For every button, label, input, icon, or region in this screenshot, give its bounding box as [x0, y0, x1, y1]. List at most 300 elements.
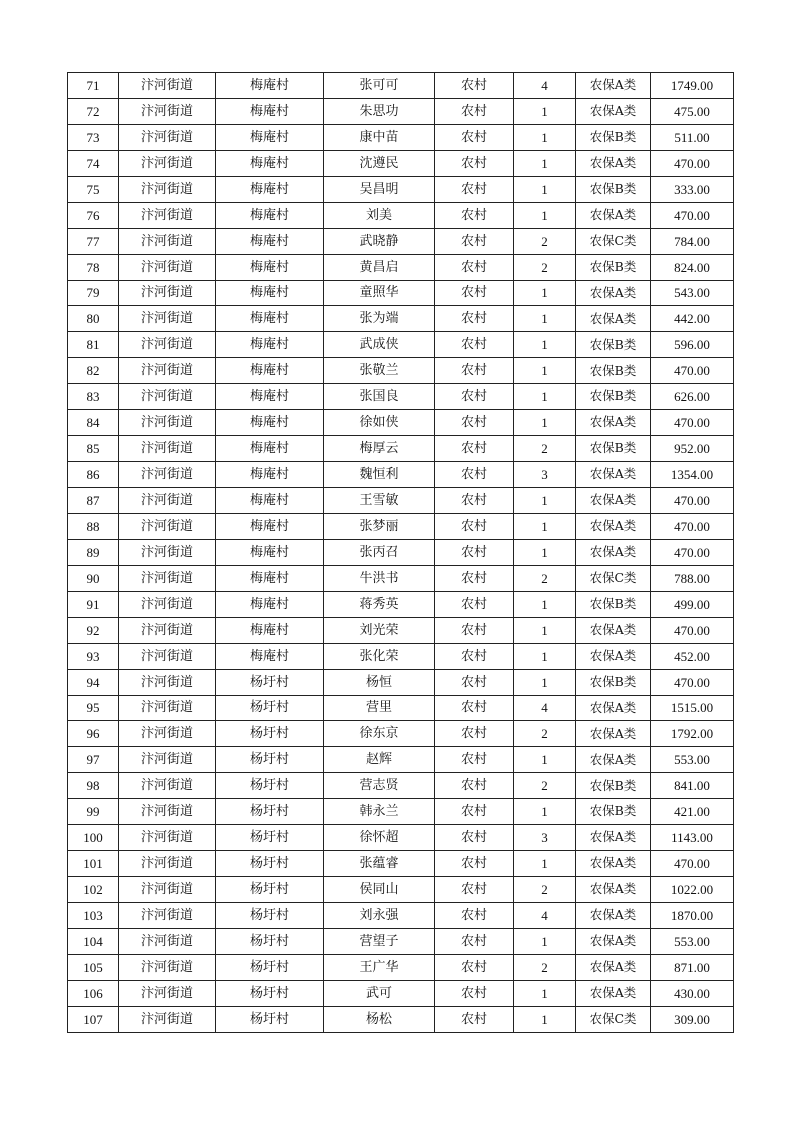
data-table: [67, 72, 734, 1033]
area-type-cell: 农村: [435, 124, 514, 150]
category-cell: 农保A类: [576, 280, 651, 306]
row-number-cell: 101: [68, 851, 119, 877]
subdistrict-cell: 汴河街道: [119, 488, 216, 514]
area-type-cell: 农村: [435, 565, 514, 591]
category-cell: 农保A类: [576, 617, 651, 643]
category-cell: 农保A类: [576, 877, 651, 903]
area-type-cell: 农村: [435, 928, 514, 954]
village-cell: 梅庵村: [216, 306, 324, 332]
household-size-cell: 1: [514, 202, 576, 228]
subdistrict-cell: 汴河街道: [119, 591, 216, 617]
area-type-cell: 农村: [435, 903, 514, 929]
area-type-cell: 农村: [435, 358, 514, 384]
table-row: [68, 877, 734, 903]
village-cell: 杨圩村: [216, 980, 324, 1006]
amount-cell: 1870.00: [651, 903, 734, 929]
subdistrict-cell: 汴河街道: [119, 176, 216, 202]
village-cell: 杨圩村: [216, 928, 324, 954]
subdistrict-cell: 汴河街道: [119, 851, 216, 877]
amount-cell: 1749.00: [651, 73, 734, 99]
amount-cell: 421.00: [651, 799, 734, 825]
table-row: [68, 410, 734, 436]
area-type-cell: 农村: [435, 799, 514, 825]
amount-cell: 596.00: [651, 332, 734, 358]
name-cell: 杨松: [324, 1006, 435, 1032]
village-cell: 杨圩村: [216, 695, 324, 721]
name-cell: 黄昌启: [324, 254, 435, 280]
name-cell: 武可: [324, 980, 435, 1006]
village-cell: 梅庵村: [216, 202, 324, 228]
row-number-cell: 103: [68, 903, 119, 929]
row-number-cell: 85: [68, 436, 119, 462]
area-type-cell: 农村: [435, 851, 514, 877]
row-number-cell: 73: [68, 124, 119, 150]
table-row: [68, 436, 734, 462]
amount-cell: 470.00: [651, 488, 734, 514]
area-type-cell: 农村: [435, 384, 514, 410]
category-cell: 农保A类: [576, 98, 651, 124]
subdistrict-cell: 汴河街道: [119, 306, 216, 332]
household-size-cell: 1: [514, 617, 576, 643]
area-type-cell: 农村: [435, 591, 514, 617]
category-cell: 农保A类: [576, 980, 651, 1006]
category-cell: 农保A类: [576, 539, 651, 565]
row-number-cell: 86: [68, 462, 119, 488]
household-size-cell: 1: [514, 980, 576, 1006]
name-cell: 张可可: [324, 73, 435, 99]
household-size-cell: 2: [514, 877, 576, 903]
amount-cell: 442.00: [651, 306, 734, 332]
amount-cell: 1354.00: [651, 462, 734, 488]
table-row: [68, 254, 734, 280]
table-row: [68, 954, 734, 980]
name-cell: 刘美: [324, 202, 435, 228]
amount-cell: 626.00: [651, 384, 734, 410]
area-type-cell: 农村: [435, 306, 514, 332]
table-row: [68, 150, 734, 176]
table-row: [68, 332, 734, 358]
village-cell: 梅庵村: [216, 565, 324, 591]
table-row: [68, 565, 734, 591]
subdistrict-cell: 汴河街道: [119, 384, 216, 410]
category-cell: 农保C类: [576, 565, 651, 591]
name-cell: 赵辉: [324, 747, 435, 773]
amount-cell: 470.00: [651, 202, 734, 228]
village-cell: 杨圩村: [216, 721, 324, 747]
category-cell: 农保B类: [576, 436, 651, 462]
category-cell: 农保B类: [576, 773, 651, 799]
subdistrict-cell: 汴河街道: [119, 73, 216, 99]
household-size-cell: 2: [514, 228, 576, 254]
amount-cell: 470.00: [651, 513, 734, 539]
name-cell: 徐东京: [324, 721, 435, 747]
table-row: [68, 669, 734, 695]
table-row: [68, 747, 734, 773]
subdistrict-cell: 汴河街道: [119, 462, 216, 488]
household-size-cell: 2: [514, 773, 576, 799]
household-size-cell: 1: [514, 747, 576, 773]
amount-cell: 452.00: [651, 643, 734, 669]
household-size-cell: 1: [514, 488, 576, 514]
amount-cell: 470.00: [651, 539, 734, 565]
subdistrict-cell: 汴河街道: [119, 954, 216, 980]
table-row: [68, 825, 734, 851]
village-cell: 杨圩村: [216, 825, 324, 851]
row-number-cell: 79: [68, 280, 119, 306]
table-row: [68, 384, 734, 410]
table-row: [68, 513, 734, 539]
category-cell: 农保A类: [576, 747, 651, 773]
name-cell: 张梦丽: [324, 513, 435, 539]
category-cell: 农保A类: [576, 825, 651, 851]
amount-cell: 1143.00: [651, 825, 734, 851]
table-row: [68, 643, 734, 669]
amount-cell: 841.00: [651, 773, 734, 799]
row-number-cell: 100: [68, 825, 119, 851]
table-row: [68, 695, 734, 721]
amount-cell: 871.00: [651, 954, 734, 980]
subdistrict-cell: 汴河街道: [119, 695, 216, 721]
row-number-cell: 94: [68, 669, 119, 695]
village-cell: 杨圩村: [216, 903, 324, 929]
row-number-cell: 99: [68, 799, 119, 825]
category-cell: 农保A类: [576, 954, 651, 980]
village-cell: 梅庵村: [216, 410, 324, 436]
amount-cell: 788.00: [651, 565, 734, 591]
village-cell: 梅庵村: [216, 150, 324, 176]
category-cell: 农保A类: [576, 928, 651, 954]
subdistrict-cell: 汴河街道: [119, 643, 216, 669]
subdistrict-cell: 汴河街道: [119, 877, 216, 903]
area-type-cell: 农村: [435, 954, 514, 980]
subdistrict-cell: 汴河街道: [119, 617, 216, 643]
name-cell: 张化荣: [324, 643, 435, 669]
amount-cell: 553.00: [651, 928, 734, 954]
village-cell: 梅庵村: [216, 384, 324, 410]
village-cell: 梅庵村: [216, 254, 324, 280]
subdistrict-cell: 汴河街道: [119, 747, 216, 773]
area-type-cell: 农村: [435, 202, 514, 228]
household-size-cell: 1: [514, 928, 576, 954]
subdistrict-cell: 汴河街道: [119, 280, 216, 306]
category-cell: 农保A类: [576, 462, 651, 488]
row-number-cell: 107: [68, 1006, 119, 1032]
subdistrict-cell: 汴河街道: [119, 202, 216, 228]
category-cell: 农保A类: [576, 150, 651, 176]
area-type-cell: 农村: [435, 1006, 514, 1032]
household-size-cell: 2: [514, 565, 576, 591]
name-cell: 康中苗: [324, 124, 435, 150]
amount-cell: 784.00: [651, 228, 734, 254]
name-cell: 张丙召: [324, 539, 435, 565]
table-row: [68, 539, 734, 565]
amount-cell: 333.00: [651, 176, 734, 202]
area-type-cell: 农村: [435, 617, 514, 643]
name-cell: 沈遵民: [324, 150, 435, 176]
name-cell: 武晓静: [324, 228, 435, 254]
household-size-cell: 1: [514, 332, 576, 358]
category-cell: 农保B类: [576, 669, 651, 695]
amount-cell: 1792.00: [651, 721, 734, 747]
subdistrict-cell: 汴河街道: [119, 980, 216, 1006]
row-number-cell: 97: [68, 747, 119, 773]
row-number-cell: 95: [68, 695, 119, 721]
row-number-cell: 83: [68, 384, 119, 410]
name-cell: 王广华: [324, 954, 435, 980]
subdistrict-cell: 汴河街道: [119, 332, 216, 358]
row-number-cell: 96: [68, 721, 119, 747]
subdistrict-cell: 汴河街道: [119, 254, 216, 280]
household-size-cell: 2: [514, 436, 576, 462]
village-cell: 梅庵村: [216, 358, 324, 384]
category-cell: 农保A类: [576, 513, 651, 539]
row-number-cell: 87: [68, 488, 119, 514]
name-cell: 徐如侠: [324, 410, 435, 436]
area-type-cell: 农村: [435, 176, 514, 202]
household-size-cell: 1: [514, 1006, 576, 1032]
row-number-cell: 104: [68, 928, 119, 954]
name-cell: 营里: [324, 695, 435, 721]
table-row: [68, 903, 734, 929]
category-cell: 农保A类: [576, 410, 651, 436]
amount-cell: 1022.00: [651, 877, 734, 903]
village-cell: 梅庵村: [216, 591, 324, 617]
area-type-cell: 农村: [435, 436, 514, 462]
amount-cell: 470.00: [651, 851, 734, 877]
household-size-cell: 1: [514, 150, 576, 176]
area-type-cell: 农村: [435, 73, 514, 99]
subdistrict-cell: 汴河街道: [119, 410, 216, 436]
household-size-cell: 1: [514, 799, 576, 825]
subdistrict-cell: 汴河街道: [119, 799, 216, 825]
village-cell: 杨圩村: [216, 1006, 324, 1032]
amount-cell: 309.00: [651, 1006, 734, 1032]
category-cell: 农保B类: [576, 358, 651, 384]
area-type-cell: 农村: [435, 773, 514, 799]
village-cell: 梅庵村: [216, 228, 324, 254]
table-row: [68, 280, 734, 306]
row-number-cell: 84: [68, 410, 119, 436]
row-number-cell: 74: [68, 150, 119, 176]
name-cell: 营望子: [324, 928, 435, 954]
household-size-cell: 1: [514, 513, 576, 539]
household-size-cell: 1: [514, 280, 576, 306]
household-size-cell: 3: [514, 825, 576, 851]
village-cell: 杨圩村: [216, 747, 324, 773]
name-cell: 张敬兰: [324, 358, 435, 384]
table-row: [68, 773, 734, 799]
household-size-cell: 1: [514, 591, 576, 617]
amount-cell: 553.00: [651, 747, 734, 773]
table-row: [68, 124, 734, 150]
amount-cell: 1515.00: [651, 695, 734, 721]
name-cell: 魏恒利: [324, 462, 435, 488]
household-size-cell: 1: [514, 410, 576, 436]
table-row: [68, 980, 734, 1006]
household-size-cell: 2: [514, 954, 576, 980]
area-type-cell: 农村: [435, 539, 514, 565]
area-type-cell: 农村: [435, 228, 514, 254]
subdistrict-cell: 汴河街道: [119, 825, 216, 851]
area-type-cell: 农村: [435, 980, 514, 1006]
row-number-cell: 77: [68, 228, 119, 254]
category-cell: 农保B类: [576, 799, 651, 825]
village-cell: 梅庵村: [216, 332, 324, 358]
row-number-cell: 93: [68, 643, 119, 669]
table-row: [68, 799, 734, 825]
area-type-cell: 农村: [435, 721, 514, 747]
area-type-cell: 农村: [435, 254, 514, 280]
name-cell: 梅厚云: [324, 436, 435, 462]
table-row: [68, 98, 734, 124]
household-size-cell: 2: [514, 721, 576, 747]
amount-cell: 543.00: [651, 280, 734, 306]
household-size-cell: 1: [514, 384, 576, 410]
subdistrict-cell: 汴河街道: [119, 228, 216, 254]
subdistrict-cell: 汴河街道: [119, 539, 216, 565]
area-type-cell: 农村: [435, 280, 514, 306]
table-row: [68, 488, 734, 514]
row-number-cell: 105: [68, 954, 119, 980]
area-type-cell: 农村: [435, 643, 514, 669]
row-number-cell: 88: [68, 513, 119, 539]
category-cell: 农保B类: [576, 124, 651, 150]
subdistrict-cell: 汴河街道: [119, 513, 216, 539]
category-cell: 农保A类: [576, 851, 651, 877]
household-size-cell: 1: [514, 98, 576, 124]
name-cell: 童照华: [324, 280, 435, 306]
area-type-cell: 农村: [435, 98, 514, 124]
amount-cell: 511.00: [651, 124, 734, 150]
name-cell: 刘永强: [324, 903, 435, 929]
area-type-cell: 农村: [435, 410, 514, 436]
amount-cell: 470.00: [651, 410, 734, 436]
name-cell: 张为端: [324, 306, 435, 332]
category-cell: 农保A类: [576, 721, 651, 747]
name-cell: 武成侠: [324, 332, 435, 358]
household-size-cell: 4: [514, 903, 576, 929]
category-cell: 农保A类: [576, 202, 651, 228]
row-number-cell: 92: [68, 617, 119, 643]
subdistrict-cell: 汴河街道: [119, 436, 216, 462]
table-row: [68, 591, 734, 617]
amount-cell: 824.00: [651, 254, 734, 280]
subdistrict-cell: 汴河街道: [119, 773, 216, 799]
area-type-cell: 农村: [435, 513, 514, 539]
village-cell: 梅庵村: [216, 436, 324, 462]
row-number-cell: 78: [68, 254, 119, 280]
row-number-cell: 72: [68, 98, 119, 124]
village-cell: 杨圩村: [216, 669, 324, 695]
table-row: [68, 1006, 734, 1032]
category-cell: 农保A类: [576, 488, 651, 514]
row-number-cell: 80: [68, 306, 119, 332]
name-cell: 朱思功: [324, 98, 435, 124]
name-cell: 张蕴睿: [324, 851, 435, 877]
village-cell: 梅庵村: [216, 462, 324, 488]
amount-cell: 470.00: [651, 669, 734, 695]
area-type-cell: 农村: [435, 695, 514, 721]
row-number-cell: 106: [68, 980, 119, 1006]
area-type-cell: 农村: [435, 150, 514, 176]
table-row: [68, 928, 734, 954]
household-size-cell: 4: [514, 695, 576, 721]
amount-cell: 475.00: [651, 98, 734, 124]
name-cell: 杨恒: [324, 669, 435, 695]
name-cell: 刘光荣: [324, 617, 435, 643]
row-number-cell: 81: [68, 332, 119, 358]
area-type-cell: 农村: [435, 462, 514, 488]
table-row: [68, 306, 734, 332]
household-size-cell: 1: [514, 306, 576, 332]
village-cell: 梅庵村: [216, 617, 324, 643]
area-type-cell: 农村: [435, 332, 514, 358]
category-cell: 农保A类: [576, 643, 651, 669]
village-cell: 杨圩村: [216, 851, 324, 877]
name-cell: 营志贤: [324, 773, 435, 799]
name-cell: 张国良: [324, 384, 435, 410]
village-cell: 梅庵村: [216, 513, 324, 539]
subdistrict-cell: 汴河街道: [119, 669, 216, 695]
table-row: [68, 851, 734, 877]
table-row: [68, 617, 734, 643]
household-size-cell: 1: [514, 851, 576, 877]
table-row: [68, 228, 734, 254]
household-size-cell: 1: [514, 124, 576, 150]
village-cell: 梅庵村: [216, 488, 324, 514]
name-cell: 牛洪书: [324, 565, 435, 591]
category-cell: 农保C类: [576, 228, 651, 254]
village-cell: 梅庵村: [216, 176, 324, 202]
household-size-cell: 1: [514, 643, 576, 669]
row-number-cell: 89: [68, 539, 119, 565]
name-cell: 吴昌明: [324, 176, 435, 202]
row-number-cell: 90: [68, 565, 119, 591]
subdistrict-cell: 汴河街道: [119, 124, 216, 150]
category-cell: 农保A类: [576, 903, 651, 929]
village-cell: 梅庵村: [216, 280, 324, 306]
amount-cell: 430.00: [651, 980, 734, 1006]
household-size-cell: 4: [514, 73, 576, 99]
amount-cell: 470.00: [651, 617, 734, 643]
category-cell: 农保A类: [576, 695, 651, 721]
amount-cell: 470.00: [651, 358, 734, 384]
subdistrict-cell: 汴河街道: [119, 98, 216, 124]
village-cell: 梅庵村: [216, 124, 324, 150]
subdistrict-cell: 汴河街道: [119, 928, 216, 954]
area-type-cell: 农村: [435, 669, 514, 695]
household-size-cell: 1: [514, 539, 576, 565]
name-cell: 徐怀超: [324, 825, 435, 851]
household-size-cell: 1: [514, 358, 576, 384]
subdistrict-cell: 汴河街道: [119, 358, 216, 384]
name-cell: 韩永兰: [324, 799, 435, 825]
area-type-cell: 农村: [435, 825, 514, 851]
village-cell: 杨圩村: [216, 799, 324, 825]
category-cell: 农保A类: [576, 306, 651, 332]
area-type-cell: 农村: [435, 488, 514, 514]
village-cell: 梅庵村: [216, 73, 324, 99]
name-cell: 侯同山: [324, 877, 435, 903]
village-cell: 梅庵村: [216, 98, 324, 124]
subdistrict-cell: 汴河街道: [119, 903, 216, 929]
table-row: [68, 358, 734, 384]
row-number-cell: 102: [68, 877, 119, 903]
category-cell: 农保A类: [576, 73, 651, 99]
category-cell: 农保B类: [576, 591, 651, 617]
category-cell: 农保C类: [576, 1006, 651, 1032]
category-cell: 农保B类: [576, 254, 651, 280]
